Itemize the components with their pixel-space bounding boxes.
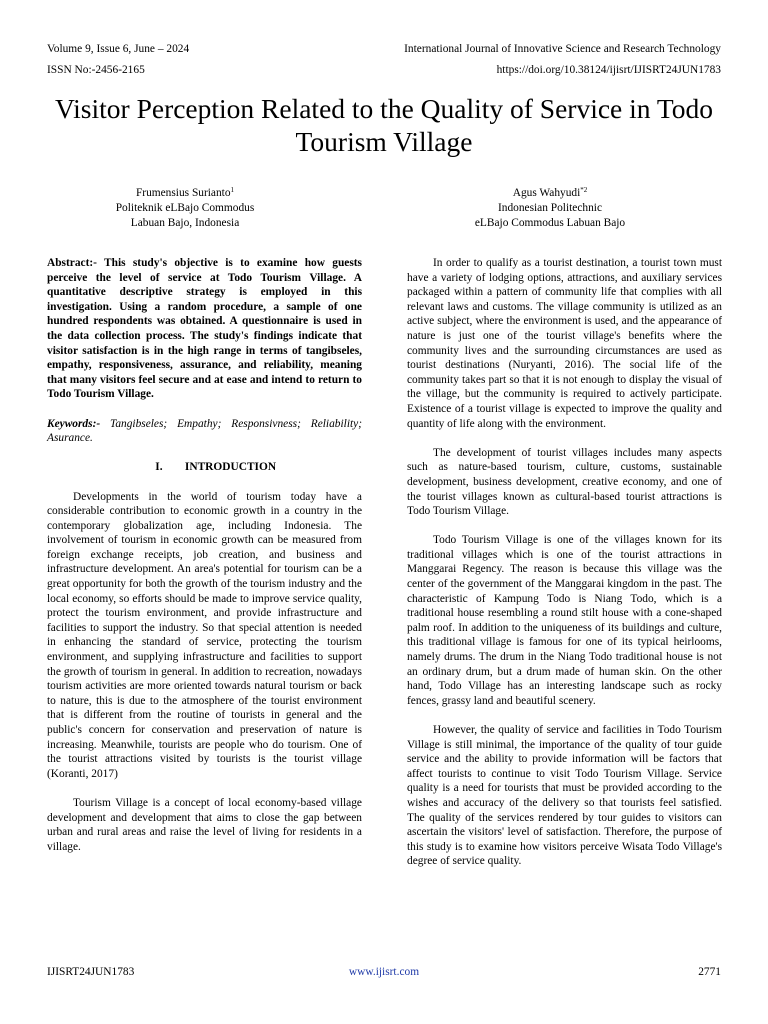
author-block-2 xyxy=(445,186,655,232)
author-superscript: 1 xyxy=(230,186,235,194)
body-paragraph: In order to qualify as a tourist destination, a tourist town must have a variety of lodging options, attractions, and auxiliary services packaged within a pattern of community life that complies with all relevant laws and customs. The village community is utilized as an active subject, where the environment is used, and the appearance of nature is just one of the tourist village's benefits where the community lives and the surrounding circumstances are used as tourist destinations (Nuryanti, 2016). The social life of the community takes part so that it is not enough to display the visual of the village, but the community is required to actively participate. Existence of a tourist village is expected to improve the quality and quantity of life along with the environment. xyxy=(407,257,722,430)
journal-website-link[interactable]: www.ijisrt.com xyxy=(348,966,420,978)
author-superscript: *2 xyxy=(580,186,588,194)
section-number: I. xyxy=(155,461,163,474)
body-paragraph: Todo Tourism Village is one of the villages known for its traditional villages which is one of the tourist attractions in Manggarai Regency. The reason is because this village was the center of the government of the Manggarai kingdom in the past. The characteristic of Kampung Todo is Niang Todo, which is a traditional house resembling a round stilt house with a cone-shaped palm roof. In addition to the uniqueness of its buildings and culture, this traditional village is famous for one of its typical heirlooms, namely drums. The drum in the Niang Todo traditional house is not an ordinary drum, but a drum made of human skin. On the other hand, Todo Village has an interesting landscape such as rocky fences, grassy land and beautiful scenery. xyxy=(407,534,722,707)
author-affiliation: Politeknik eLBajo Commodus xyxy=(115,202,255,215)
body-paragraph: Developments in the world of tourism today have a considerable contribution to economic growth in a country in the contemporary globalization age, including Indonesia. The involvement of tourism in economic growth can be measured from foreign exchange receipts, job creation, and business and infrastructure development. An area's potential for tourism can be a great opportunity for both the growth of the tourism industry and the local economy, so efforts should be made to improve service quality, protect the tourism environment, and provide infrastructure and facilities to support the industry. So that special attention is needed in enhancing the standard of service, protecting the tourism environment, and supplying infrastructure and facilities to support the growth of tourism in general. In addition to recreation, nowadays tourism activities are more oriented towards natural tourism or back to nature, this is due to the atmosphere of the tourist environment that is different from the routine of tourists in general and the public's concern for conservation and preservation of nature is increasing. Meanwhile, tourists are people who do tourism. One of the tourist attractions visited by tourists is the tourist village (Koranti, 2017) xyxy=(47,490,362,780)
doi-link[interactable]: https://doi.org/10.38124/ijisrt/IJISRT24JUN1783 xyxy=(496,64,721,76)
paper-title: Visitor Perception Related to the Quality of Service in Todo Tourism Village xyxy=(54,93,714,157)
section-heading xyxy=(47,460,362,475)
body-paragraph: Tourism Village is a concept of local economy-based village development and development that aims to close the gap between urban and rural areas and raise the level of living for residents in a village. xyxy=(47,796,362,853)
journal-name: International Journal of Innovative Science and Research Technology xyxy=(404,43,721,55)
keywords-label: Keywords:- xyxy=(47,417,101,430)
section-title: INTRODUCTION xyxy=(184,461,277,474)
body-paragraph: However, the quality of service and facilities in Todo Tourism Village is still minimal, the importance of the quality of tour guide service and the ability to provide information will be factors that affect tourists to continue to visit Todo Tourism Village. Service quality is a need for tourists that must be provided according to the wishes and accuracy of the delivery so that tourists feel satisfied. The quality of the services rendered by tour guides to visitors can ascertain the visitors' level of satisfaction. Therefore, the purpose of this study is to examine how visitors perceive Wisata Todo Village's degree of service quality. xyxy=(407,724,722,868)
author-name: Frumensius Surianto xyxy=(135,187,231,199)
volume-info: Volume 9, Issue 6, June – 2024 xyxy=(47,43,190,55)
author-location: Labuan Bajo, Indonesia xyxy=(130,217,240,230)
paper-code: IJISRT24JUN1783 xyxy=(47,966,135,978)
author-location: eLBajo Commodus Labuan Bajo xyxy=(474,217,626,230)
author-name: Agus Wahyudi xyxy=(512,187,581,199)
page-number: 2771 xyxy=(698,966,721,978)
body-paragraph: The development of tourist villages includes many aspects such as nature-based tourism, culture, customs, sustainable development, business development, creative economy, and one of the tourist villages known as cultural-based tourist attractions is Todo Tourism Village. xyxy=(407,446,722,518)
keywords xyxy=(47,417,362,446)
left-column xyxy=(47,256,362,854)
running-header-top xyxy=(47,43,721,55)
author-affiliation: Indonesian Politechnic xyxy=(497,202,603,215)
right-column xyxy=(407,256,722,869)
keywords-text: Tangibseles; Empathy; Responsivness; Reliability; Asurance. xyxy=(47,417,362,445)
author-block-1 xyxy=(80,186,290,232)
running-header-bottom xyxy=(47,64,721,76)
issn: ISSN No:-2456-2165 xyxy=(47,64,145,76)
abstract: Abstract:- This study's objective is to examine how guests perceive the level of service at Todo Tourism Village. A quantitative descriptive strategy is employed in this investigation. Using a random procedure, a sample of one hundred respondents was obtained. A questionnaire is used in the data collection process. The study's findings indicate that visitor satisfaction is in the high range in terms of tangibseles, empathy, responsiveness, assurance, and reliability, meaning that many visitors feel secure and at ease and intend to return to Todo Tourism Village. xyxy=(47,257,362,401)
